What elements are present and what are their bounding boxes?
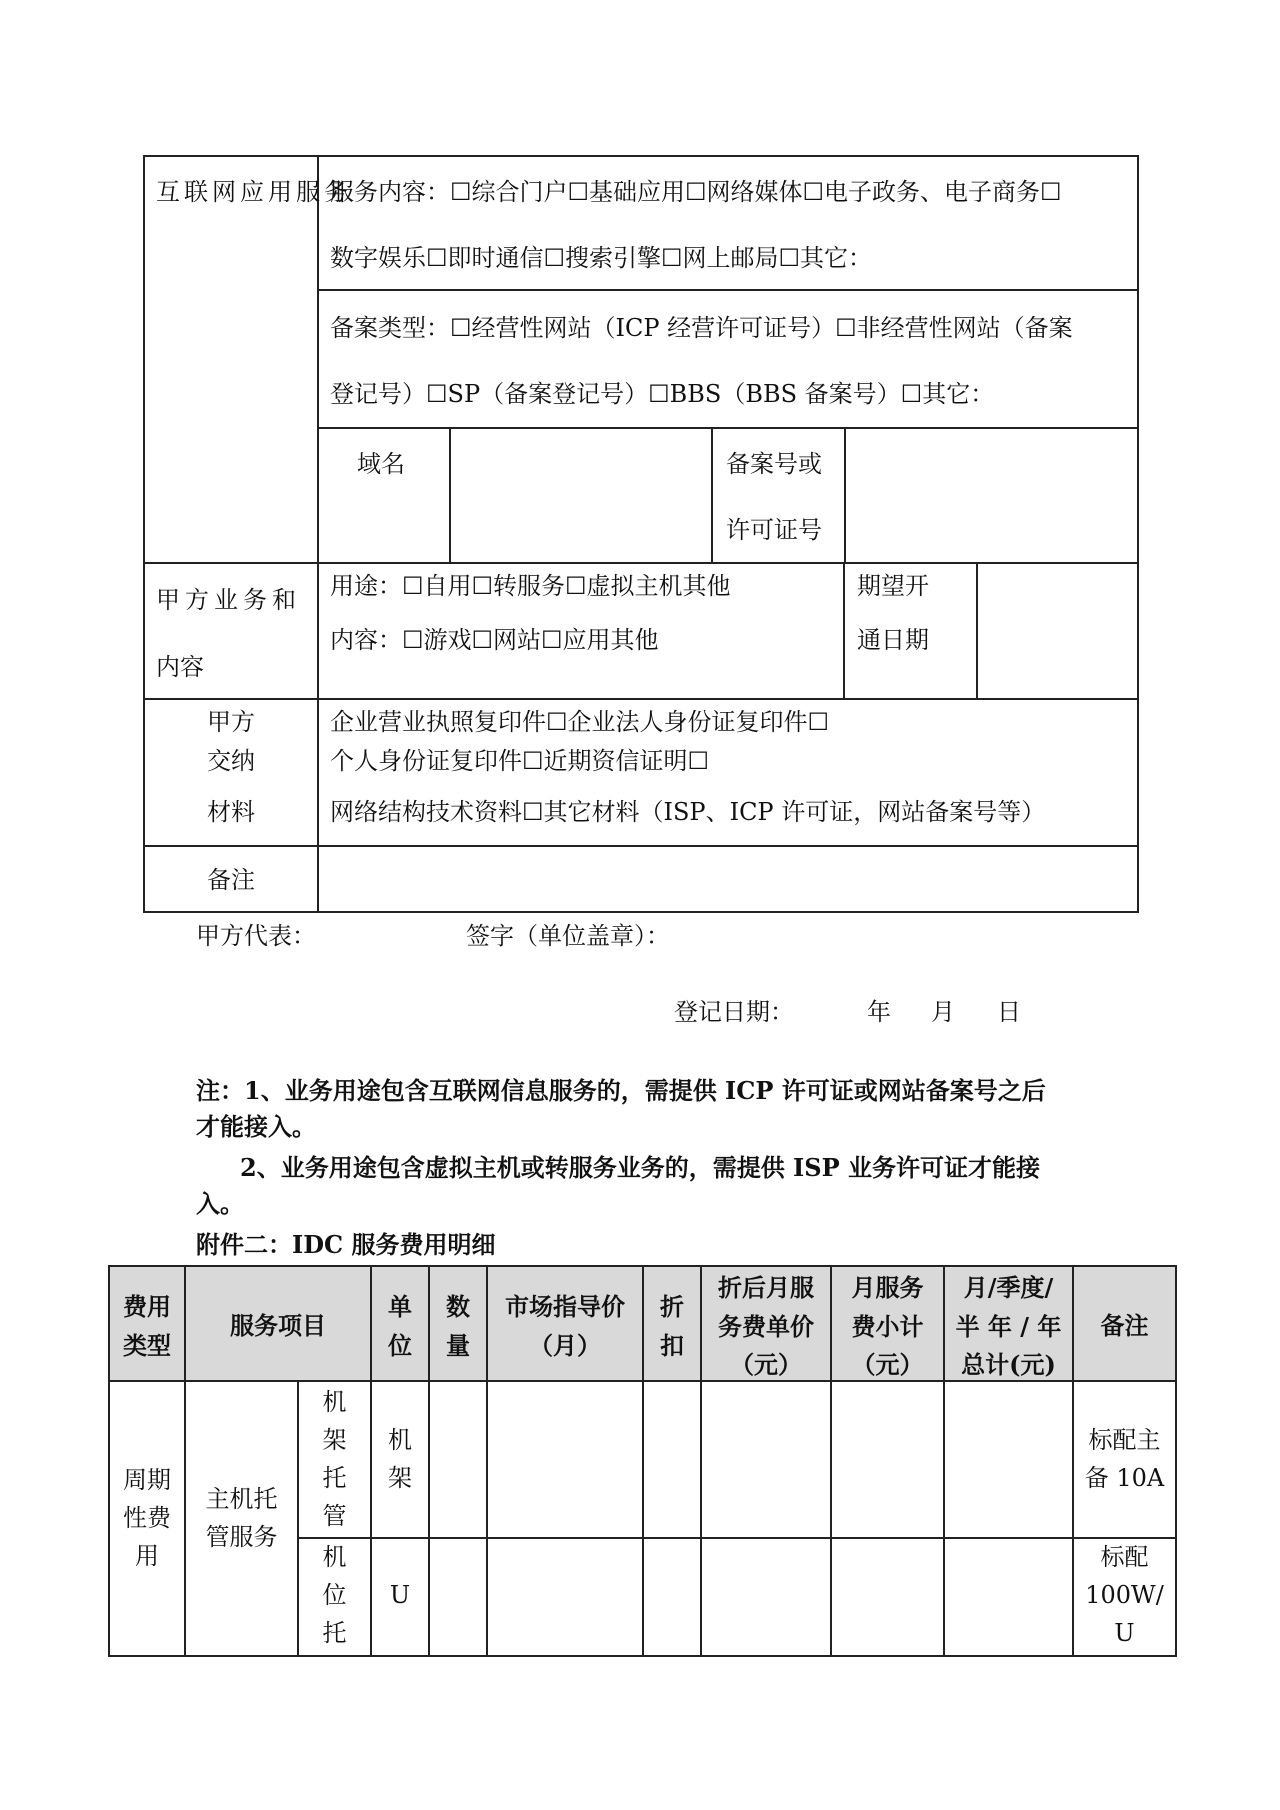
rack-remark-1: 标配主 — [1088, 1426, 1161, 1454]
header-unit-2: 位 — [388, 1331, 412, 1360]
header-discounted-unit-2: 务费单价 — [718, 1312, 814, 1341]
expected-date-label-2: 通日期 — [857, 626, 929, 654]
row-category-1: 周期 — [123, 1466, 171, 1494]
rack-unit-1: 机 — [388, 1426, 412, 1454]
domain-label: 域名 — [357, 450, 405, 478]
date-year: 年 — [867, 998, 891, 1026]
record-type-line-1: 备案类型：☐经营性网站（ICP 经营许可证号）☐非经营性网站（备案 — [330, 314, 1073, 342]
record-number-label-1: 备案号或 — [726, 450, 822, 478]
header-period-total-1: 月/季度/ — [963, 1273, 1054, 1302]
stamp-label: 签字（单位盖章）： — [466, 922, 670, 950]
row-category-3: 用 — [135, 1542, 159, 1570]
slot-remark-3: U — [1114, 1619, 1135, 1647]
service-content-line-2: 数字娱乐☐即时通信☐搜索引擎☐网上邮局☐其它： — [330, 244, 873, 272]
header-discount-2: 扣 — [660, 1331, 684, 1360]
record-type-line-2: 登记号）☐SP（备案登记号）☐BBS（BBS 备案号）☐其它： — [330, 380, 995, 408]
note-2-line-2: 入。 — [196, 1189, 244, 1218]
header-period-total-3: 总计(元) — [961, 1350, 1056, 1379]
materials-line-1: 企业营业执照复印件☐企业法人身份证复印件☐ — [330, 708, 830, 736]
remarks-input-cell[interactable] — [319, 847, 1137, 911]
slot-item-1: 机 — [322, 1543, 347, 1571]
service-content-line-1: 服务内容：☐综合门户☐基础应用☐网络媒体☐电子政务、电子商务☐ — [330, 178, 1062, 206]
record-number-label-2: 许可证号 — [726, 516, 822, 544]
date-month: 月 — [931, 998, 955, 1026]
header-qty-1: 数 — [446, 1292, 470, 1321]
rep-label: 甲方代表： — [196, 922, 316, 950]
date-day: 日 — [997, 998, 1021, 1026]
expected-date-label-1: 期望开 — [857, 572, 929, 600]
header-monthly-subtotal-2: 费小计 — [851, 1312, 924, 1341]
business-usage: 用途：☐自用☐转服务☐虚拟主机其他 — [330, 572, 731, 600]
slot-remark-2: 100W/ — [1085, 1581, 1164, 1609]
remarks-label: 备注 — [207, 866, 255, 894]
note-1-line-1: 注：1、业务用途包含互联网信息服务的，需提供 ICP 许可证或网站备案号之后 — [196, 1076, 1046, 1105]
business-label-2: 内容 — [156, 653, 204, 681]
slot-remark-1: 标配 — [1100, 1543, 1149, 1571]
materials-line-2: 个人身份证复印件☐近期资信证明☐ — [330, 747, 710, 775]
rack-unit-2: 架 — [388, 1464, 412, 1492]
row-category-2: 性费 — [123, 1504, 171, 1532]
annex-title: 附件二：IDC 服务费用明细 — [196, 1230, 496, 1259]
header-fee-type-2: 类型 — [123, 1331, 171, 1360]
header-unit-1: 单 — [388, 1292, 412, 1321]
rack-item-3: 托 — [322, 1464, 347, 1492]
note-2-line-1: 2、业务用途包含虚拟主机或转服务业务的，需提供 ISP 业务许可证才能接 — [240, 1153, 1041, 1182]
rack-item-4: 管 — [322, 1502, 347, 1530]
header-market-price-2: （月） — [529, 1331, 601, 1360]
rack-item-2: 架 — [322, 1426, 347, 1454]
business-label-1: 甲方业务和 — [156, 586, 301, 614]
registration-date-label: 登记日期： — [674, 998, 794, 1026]
internet-service-label: 互联网应用服务 — [156, 178, 352, 206]
row-group-2: 管服务 — [205, 1523, 278, 1551]
slot-unit: U — [389, 1581, 411, 1609]
materials-label-1: 甲方 — [207, 708, 255, 736]
header-period-total-2: 半 年 / 年 — [955, 1312, 1062, 1341]
materials-label-2: 交纳 — [207, 747, 255, 775]
header-qty-2: 量 — [446, 1331, 470, 1360]
header-monthly-subtotal-1: 月服务 — [851, 1273, 924, 1302]
rack-remark-2: 备 10A — [1084, 1464, 1165, 1492]
materials-line-3: 网络结构技术资料☐其它材料（ISP、ICP 许可证，网站备案号等） — [330, 798, 1046, 826]
header-discount-1: 折 — [660, 1292, 684, 1321]
rack-item-1: 机 — [322, 1388, 347, 1416]
header-discounted-unit-3: （元） — [730, 1350, 802, 1379]
header-fee-type-1: 费用 — [123, 1292, 171, 1321]
header-service-item: 服务项目 — [230, 1311, 326, 1340]
slot-item-2: 位 — [322, 1581, 347, 1609]
header-discounted-unit-1: 折后月服 — [718, 1273, 814, 1302]
business-content: 内容：☐游戏☐网站☐应用其他 — [330, 626, 659, 654]
header-monthly-subtotal-3: （元） — [851, 1350, 924, 1379]
row-group-1: 主机托 — [205, 1485, 278, 1513]
header-remark: 备注 — [1100, 1311, 1149, 1340]
materials-label-3: 材料 — [207, 798, 255, 826]
record-number-input-cell[interactable] — [846, 429, 1137, 562]
header-market-price-1: 市场指导价 — [505, 1292, 625, 1321]
note-1-line-2: 才能接入。 — [196, 1112, 316, 1141]
domain-input-cell[interactable] — [451, 429, 711, 562]
slot-item-3: 托 — [322, 1619, 347, 1647]
expected-date-input-cell[interactable] — [978, 564, 1137, 698]
